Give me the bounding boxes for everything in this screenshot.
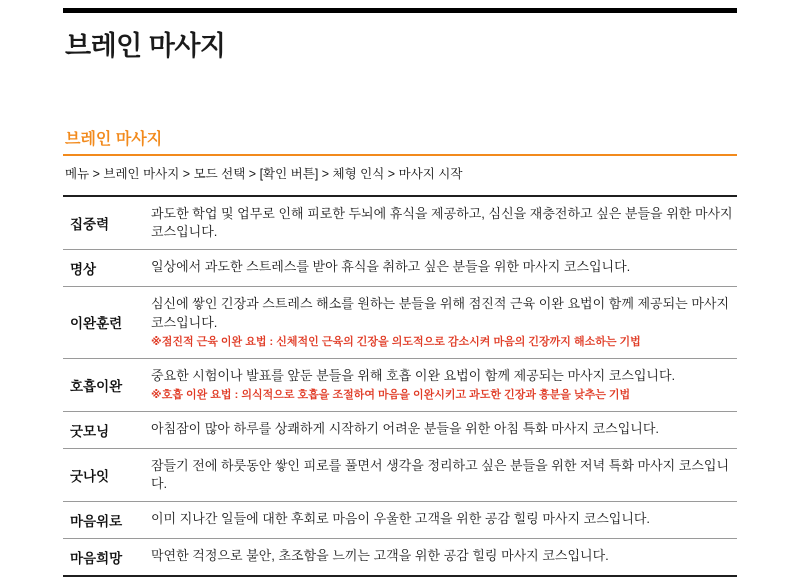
course-name: 마음희망	[70, 551, 123, 566]
course-name: 마음위로	[70, 514, 123, 529]
course-description-cell	[151, 258, 737, 278]
course-description: 과도한 학업 및 업무로 인해 피로한 두뇌에 휴식을 제공하고, 심신을 재충전하고 싶은 분들을 위한 마사지 코스입니다.	[151, 206, 733, 240]
course-description: 잠들기 전에 하룻동안 쌓인 피로를 풀면서 생각을 정리하고 싶은 분들을 위한 저녁 특화 마사지 코스입니다.	[151, 457, 730, 491]
course-name: 호흡이완	[70, 378, 123, 394]
section-title: 브레인 마사지	[63, 126, 737, 156]
table-row	[63, 412, 737, 449]
course-description-cell	[151, 547, 737, 567]
course-description: 중요한 시험이나 발표를 앞둔 분들을 위해 호흡 이완 요법이 함께 제공되는 마사지 코스입니다.	[151, 367, 676, 383]
course-description: 아침잠이 많아 하루를 상쾌하게 시작하기 어려운 분들을 위한 아침 특화 마사지 코스입니다.	[151, 420, 659, 436]
course-description: 심신에 쌓인 긴장과 스트레스 해소를 원하는 분들을 위해 점진적 근육 이완 요법이 함께 제공되는 마사지 코스입니다.	[151, 296, 730, 330]
course-name: 굿나잇	[70, 468, 110, 484]
course-note: ※점진적 근육 이완 요법 : 신체적인 근육의 긴장을 의도적으로 감소시켜 마음의 긴장까지 해소하는 기법	[151, 335, 641, 348]
table-row	[63, 539, 737, 575]
table-row	[63, 197, 737, 250]
course-name: 집중력	[70, 217, 110, 233]
course-name: 이완훈련	[70, 316, 123, 332]
table-row	[63, 287, 737, 358]
course-table	[63, 195, 737, 577]
course-description-cell	[151, 295, 737, 349]
course-note: ※호흡 이완 요법 : 의식적으로 호흡을 조절하여 마음을 이완시키고 과도한 긴장과 흥분을 낮추는 기법	[151, 388, 631, 401]
course-name: 굿모닝	[70, 423, 110, 439]
page-title: 브레인 마사지	[65, 31, 226, 61]
course-description: 이미 지나간 일들에 대한 후회로 마음이 우울한 고객을 위한 공감 힐링 마사지 코스입니다.	[151, 511, 651, 526]
table-row	[63, 502, 737, 539]
manual-page	[63, 0, 737, 577]
table-row	[63, 250, 737, 287]
course-description: 막연한 걱정으로 불안, 초조함을 느끼는 고객을 위한 공감 힐링 마사지 코스입니다.	[151, 548, 609, 563]
top-divider	[63, 8, 737, 13]
course-description-cell	[151, 457, 737, 493]
course-description-cell	[151, 420, 737, 440]
table-row	[63, 359, 737, 412]
course-name: 명상	[70, 262, 97, 278]
course-description-cell	[151, 510, 737, 530]
brain-massage-section	[63, 126, 737, 182]
table-row	[63, 449, 737, 502]
course-description-cell	[151, 367, 737, 403]
course-description: 일상에서 과도한 스트레스를 받아 휴식을 취하고 싶은 분들을 위한 마사지 코스입니다.	[151, 259, 631, 275]
breadcrumb: 메뉴 > 브레인 마사지 > 모드 선택 > [확인 버튼] > 체형 인식 > 마사지 시작	[65, 167, 463, 181]
course-description-cell	[151, 205, 737, 241]
